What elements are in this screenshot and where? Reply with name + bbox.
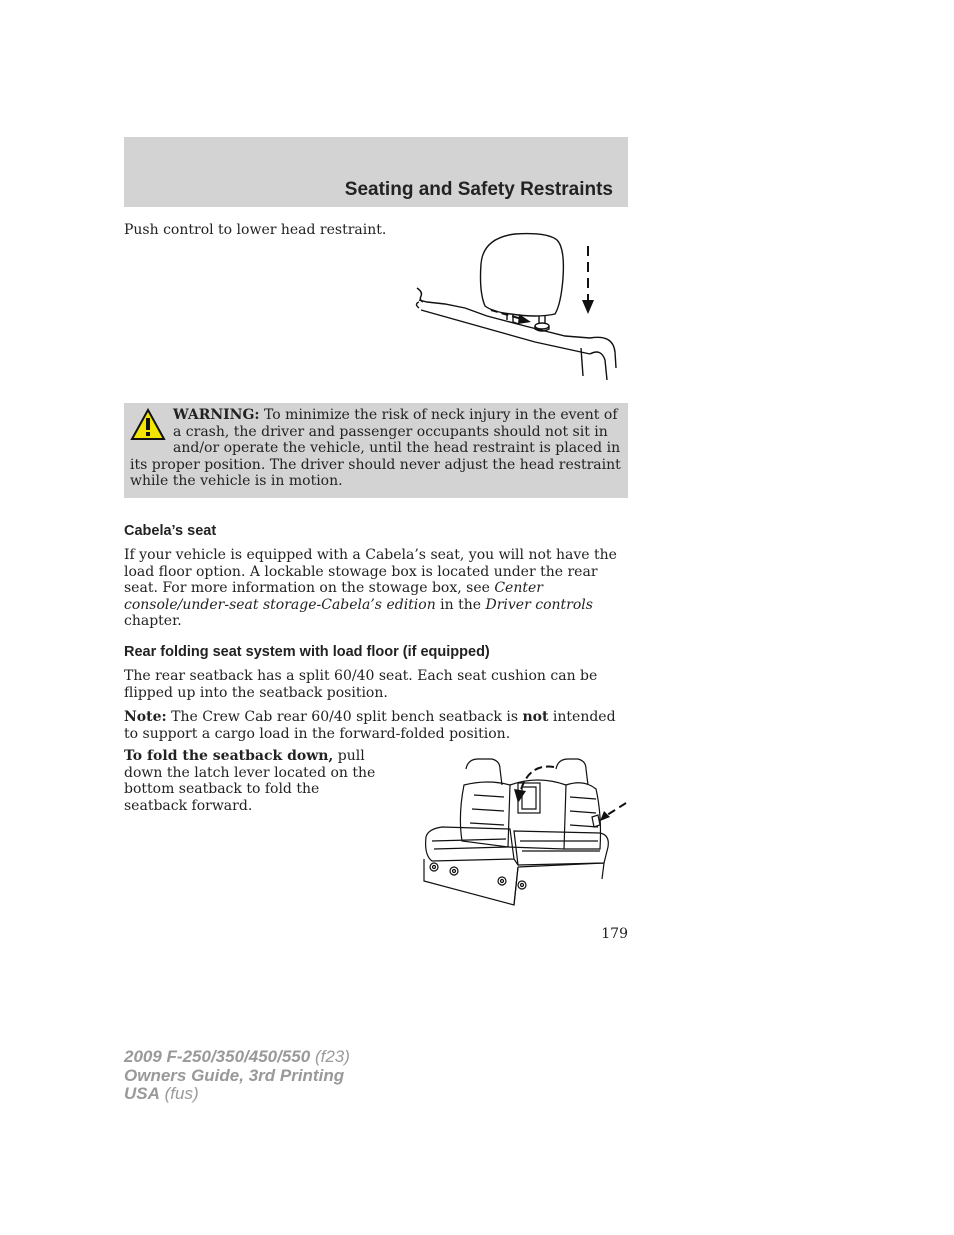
footer-line-1 bbox=[124, 1048, 350, 1067]
footer-region: USA bbox=[124, 1084, 160, 1103]
note-emphasis: not bbox=[522, 709, 549, 725]
warning-box bbox=[124, 403, 628, 498]
footer-line-3 bbox=[124, 1085, 350, 1104]
head-restraint-illustration bbox=[415, 230, 620, 380]
footer-model-code: (f23) bbox=[310, 1047, 350, 1066]
warning-body: To minimize the risk of neck injury in the event of a crash, the driver and passenger occupants should not sit in and/or operate the vehicle, until the head restraint is placed in its proper position. The driver should never adjust the head restraint while the vehicle is in motion. bbox=[130, 407, 621, 489]
warning-label: WARNING: bbox=[173, 407, 260, 423]
footer-model: 2009 F-250/350/450/550 bbox=[124, 1047, 311, 1066]
intro-text: Push control to lower head restraint. bbox=[124, 222, 387, 238]
footer bbox=[124, 1048, 350, 1104]
cabelas-text-3: chapter. bbox=[124, 613, 182, 629]
cabelas-heading: Cabela’s seat bbox=[124, 523, 217, 539]
rear-seat-illustration bbox=[418, 755, 630, 913]
note-text-2: intended to support a cargo load in the forward-folded position. bbox=[124, 709, 616, 742]
footer-line-2: Owners Guide, 3rd Printing bbox=[124, 1065, 345, 1085]
note-text-1: The Crew Cab rear 60/40 split bench seatback is bbox=[166, 709, 523, 725]
warning-text bbox=[130, 407, 622, 490]
fold-text: pull down the latch lever located on the bottom seatback to fold the seatback forward. bbox=[124, 748, 376, 814]
fold-label: To fold the seatback down, bbox=[124, 748, 334, 764]
section-title: Seating and Safety Restraints bbox=[344, 179, 613, 200]
note-label: Note: bbox=[124, 709, 167, 725]
cabelas-text-2: in the bbox=[435, 596, 486, 613]
footer-region-code: (fus) bbox=[159, 1084, 199, 1103]
cabelas-reference-1: Center console/under-seat storage-Cabela’s edition bbox=[124, 580, 543, 613]
page-number: 179 bbox=[601, 926, 628, 942]
cabelas-paragraph bbox=[124, 547, 624, 630]
warning-icon bbox=[130, 408, 166, 442]
header-band bbox=[124, 137, 628, 207]
note-paragraph bbox=[124, 709, 624, 742]
rear-folding-paragraph: The rear seatback has a split 60/40 seat. Each seat cushion can be flipped up into the seatback position. bbox=[124, 668, 598, 701]
cabelas-reference-2: Driver controls bbox=[485, 596, 593, 613]
rear-folding-heading: Rear folding seat system with load floor (if equipped) bbox=[124, 644, 490, 660]
cabelas-text-1: If your vehicle is equipped with a Cabela’s seat, you will not have the load floor option. A lockable stowage box is located under the rear seat. For more information on the stowage box, see bbox=[124, 547, 617, 596]
fold-instructions bbox=[124, 748, 376, 814]
